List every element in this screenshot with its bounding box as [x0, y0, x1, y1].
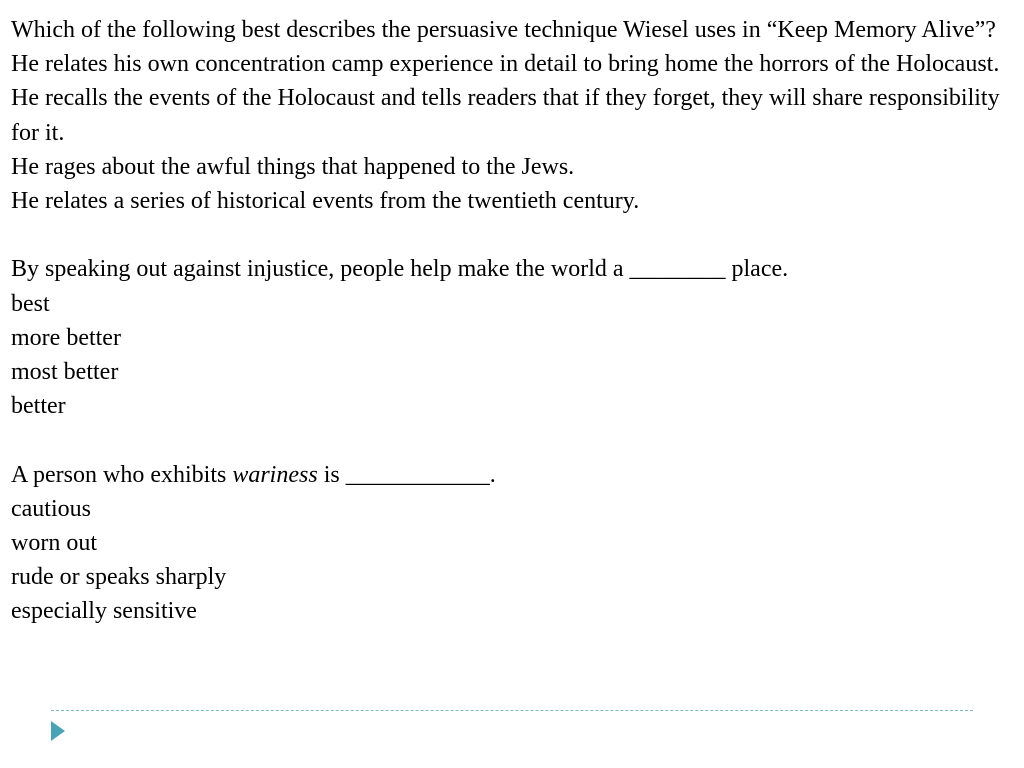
question-3-vocab-word: wariness [232, 461, 318, 488]
question-2-option-4: better [11, 393, 66, 420]
footer-divider [51, 710, 973, 711]
question-1-option-3: He rages about the awful things that happened to the Jews. [11, 153, 575, 180]
question-3-option-1: cautious [11, 495, 91, 522]
question-2-prompt: By speaking out against injustice, people help make the world a ________ place. [11, 256, 789, 283]
question-2 [11, 252, 1016, 423]
question-1 [11, 13, 1016, 218]
question-3-option-3: rude or speaks sharply [11, 564, 227, 591]
question-1-option-4: He relates a series of historical events from the twentieth century. [11, 188, 640, 215]
question-3-option-4: especially sensitive [11, 598, 197, 625]
spacer [11, 423, 1016, 457]
question-3-prompt [11, 458, 1016, 492]
question-1-prompt: Which of the following best describes the persuasive technique Wiesel uses in “Keep Memory Alive”? [11, 17, 996, 43]
question-2-option-3: most better [11, 359, 119, 386]
question-3-prompt-end: is ____________. [317, 461, 496, 488]
spacer [11, 218, 1016, 252]
question-2-option-1: best [11, 290, 50, 317]
slide-content [11, 13, 1016, 629]
question-3 [11, 458, 1016, 629]
question-3-option-2: worn out [11, 530, 97, 557]
question-1-option-2: He recalls the events of the Holocaust and tells readers that if they forget, they will share responsibility for it. [11, 85, 1000, 146]
question-3-prompt-start: A person who exhibits [11, 461, 233, 488]
question-2-option-2: more better [11, 324, 121, 351]
question-1-option-1: He relates his own concentration camp experience in detail to bring home the horrors of the Holocaust. [11, 51, 1000, 78]
triangle-bullet-icon [51, 721, 65, 741]
